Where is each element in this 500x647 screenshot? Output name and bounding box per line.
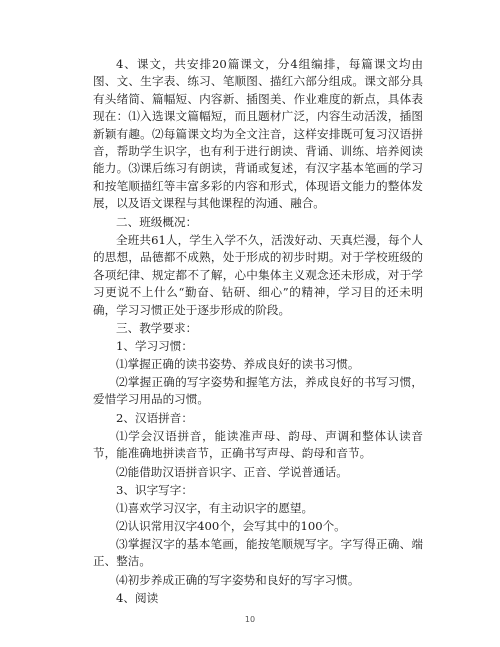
item-basic-strokes: ⑶掌握汉字的基本笔画，能按笔顺规写字。字写得正确、端正、整洁。 (93, 537, 423, 569)
heading-pinyin: 2、汉语拼音： (116, 411, 193, 425)
item-pinyin-literacy: ⑵能借助汉语拼音识字、正音、学说普通话。 (116, 465, 348, 479)
page-number: 10 (244, 615, 256, 624)
paragraph-class-overview: 全班共61人，学生入学不久，活泼好动、天真烂漫，每个人的思想，品德都不成熟，处于形成的初步时期。对于学校班级的各项纪律、规定都不了解，心中集体主义观念还未形成，对于学习更说不上什么“勤奋、钻研、细心”的精神，学习目的还未明确，学习习惯正处于逐步形成的阶段。 (93, 233, 423, 317)
item-writing-habits: ⑷初步养成正确的写字姿势和良好的写字习惯。 (116, 573, 360, 587)
item-reading-posture: ⑴掌握正确的读书姿势、养成良好的读书习惯。 (116, 357, 360, 371)
heading-reading: 4、阅读 (116, 591, 159, 605)
heading-literacy-writing: 3、识字写字： (116, 483, 193, 497)
heading-study-habits: 1、学习习惯： (116, 339, 193, 353)
heading-teaching-requirements: 三、教学要求： (116, 321, 198, 335)
paragraph-textbook-lessons: 4、课文，共安排20篇课文，分4组编排，每篇课文均由图、文、生字表、练习、笔顺图、描红六部分组成。课文部分具有头绪简、篇幅短、内容新、插图美、作业难度的新点，具体表现在：⑴入选课文篇幅短，而且题材广泛，内容生动活泼，插图新颖有趣。⑵每篇课文均为全文注音，这样安排既可复习汉语拼音，帮助学生识字，也有利于进行朗读、背诵、训练、培养阅读能力。⑶课后练习有朗读，背诵或复述，有汉字基本笔画的学习和按笔顺描红等丰富多彩的内容和形式，体现语文能力的整体发展，以及语文课程与其他课程的沟通、融合。 (93, 57, 423, 211)
heading-class-overview: 二、班级概况： (116, 215, 198, 229)
item-recognize-characters: ⑵认识常用汉字400个，会写其中的100个。 (116, 519, 346, 533)
item-like-characters: ⑴喜欢学习汉字，有主动识字的愿望。 (116, 501, 314, 515)
item-learn-pinyin: ⑴学会汉语拼音，能读准声母、韵母、声调和整体认读音节，能准确地拼读音节，正确书写声母、韵母和音节。 (93, 429, 423, 461)
item-writing-posture: ⑵掌握正确的写字姿势和握笔方法，养成良好的书写习惯，爱惜学习用品的习惯。 (93, 375, 423, 407)
